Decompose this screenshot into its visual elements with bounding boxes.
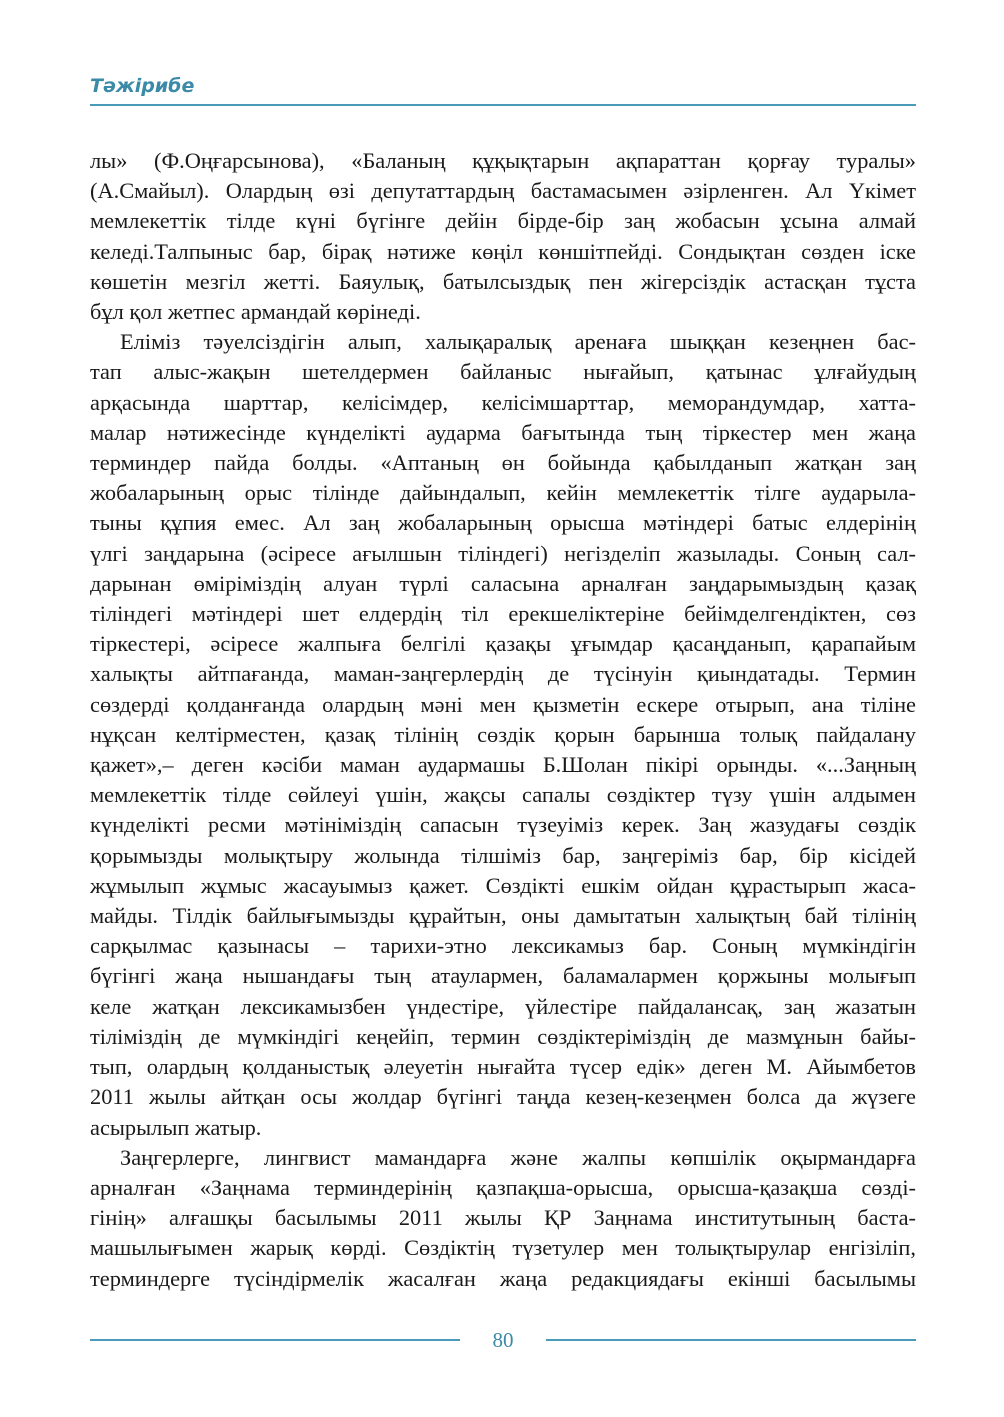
text-line: жобаларының орыс тілінде дайындалып, кейін мемлекеттік тілге аударыла- bbox=[90, 480, 916, 506]
text-line: Заңгерлерге, лингвист мамандарға және жалпы көпшілік оқырмандарға bbox=[120, 1144, 916, 1170]
text-line: күнделікті ресми мәтініміздің сапасын түзеуіміз керек. Заң жазудағы сөздік bbox=[90, 812, 916, 838]
page-footer bbox=[90, 1325, 916, 1355]
text-line: үлгі заңдарына (әсіресе ағылшын тіліндегі) негізделіп жазылады. Соның сал- bbox=[90, 540, 916, 566]
text-line: малар нәтижесінде күнделікті аударма бағытында тың тіркестер мен жаңа bbox=[90, 419, 916, 445]
text-line: жұмылып жұмыс жасауымыз қажет. Сөздікті ешкім ойдан құрастырып жаса- bbox=[90, 872, 916, 898]
text-line: халықты айтпағанда, маман-заңгерлердің де түсінуін қиындатады. Термин bbox=[90, 661, 916, 687]
header-rule bbox=[90, 104, 916, 106]
text-line: тіліміздің де мүмкіндігі кеңейіп, термин сөздіктеріміздің де мазмұнын байы- bbox=[90, 1023, 916, 1049]
text-line: сарқылмас қазынасы – тарихи-этно лексикамыз бар. Соның мүмкіндігін bbox=[90, 933, 916, 959]
text-line: бүгінгі жаңа нышандағы тың атаулармен, баламалармен қоржыны молығып bbox=[90, 963, 916, 989]
text-line: (А.Смайыл). Олардың өзі депутаттардың бастамасымен әзірленген. Ал Үкімет bbox=[90, 178, 916, 204]
text-line: мемлекеттік тілде күні бүгінге дейін бірде-бір заң жобасын ұсына алмай bbox=[90, 208, 916, 234]
running-title: Тәжірибе bbox=[90, 75, 195, 97]
text-line: майды. Тілдік байлығымызды құрайтын, оны дамытатын халықтың бай тілінің bbox=[90, 903, 916, 929]
text-line: нұқсан келтірместен, қазақ тілінің сөздік қорын барынша толық пайдалану bbox=[90, 721, 916, 747]
page-number: 80 bbox=[492, 1328, 514, 1352]
text-line: сөздерді қолданғанда олардың мәні мен қызметін ескере отырып, ана тіліне bbox=[90, 691, 916, 717]
text-line: келеді.Талпыныс бар, бірақ нәтиже көңіл көншітпейді. Сондықтан сөзден іске bbox=[90, 238, 916, 264]
paragraph-1 bbox=[90, 146, 916, 327]
body-text bbox=[90, 146, 916, 1294]
page-header bbox=[90, 72, 916, 106]
paragraph-2 bbox=[90, 327, 916, 1142]
paragraph-3 bbox=[90, 1143, 916, 1294]
text-line: арналған «Заңнама терминдерінің қазпақша-орысша, орысша-қазақша сөзді- bbox=[90, 1174, 916, 1200]
text-line: бұл қол жетпес армандай көрінеді. bbox=[90, 299, 421, 325]
text-line: тап алыс-жақын шетелдермен байланыс нығайып, қатынас ұлғайудың bbox=[90, 359, 916, 385]
text-line: лы» (Ф.Оңғарсынова), «Баланың құқықтарын ақпараттан қорғау туралы» bbox=[90, 148, 916, 173]
text-line: қорымызды молықтыру жолында тілшіміз бар, заңгеріміз бар, бір кісідей bbox=[90, 842, 916, 868]
text-line: 2011 жылы айтқан осы жолдар бүгінгі таңда кезең-кезеңмен болса да жүзеге bbox=[90, 1084, 916, 1110]
text-line: дарынан өміріміздің алуан түрлі саласына арналған заңдарымыздың қазақ bbox=[90, 570, 916, 596]
text-line: тыны құпия емес. Ал заң жобаларының орысша мәтіндері батыс елдерінің bbox=[90, 510, 916, 536]
text-line: тіліндегі мәтіндері шет елдердің тіл ерекшеліктеріне бейімделгендіктен, сөз bbox=[90, 601, 916, 627]
text-line: машылығымен жарық көрді. Сөздіктің түзетулер мен толықтырулар енгізіліп, bbox=[90, 1235, 916, 1261]
text-line: арқасында шарттар, келісімдер, келісімшарттар, меморандумдар, хатта- bbox=[90, 389, 916, 415]
text-line: мемлекеттік тілде сөйлеуі үшін, жақсы сапалы сөздіктер түзу үшін алдымен bbox=[90, 782, 916, 808]
text-line: терминдер пайда болды. «Аптаның өн бойында қабылданып жатқан заң bbox=[90, 450, 916, 476]
text-line: келе жатқан лексикамызбен үндестіре, үйлестіре пайдалансақ, заң жазатын bbox=[90, 993, 916, 1019]
text-line: көшетін мезгіл жетті. Баяулық, батылсыздық пен жігерсіздік астасқан тұста bbox=[90, 268, 916, 294]
text-line: асырылып жатыр. bbox=[90, 1114, 262, 1140]
footer-rule-right bbox=[546, 1339, 916, 1341]
text-line: тып, олардың қолданыстық әлеуетін нығайта түсер едік» деген М. Айымбетов bbox=[90, 1054, 916, 1080]
text-line: қажет»,– деген кәсіби маман аудармашы Б.Шолан пікірі орынды. «...Заңның bbox=[90, 752, 916, 778]
text-line: Еліміз тәуелсіздігін алып, халықаралық аренаға шыққан кезеңнен бас- bbox=[120, 329, 916, 355]
text-line: тіркестері, әсіресе жалпыға белгілі қазақы ұғымдар қасаңданып, қарапайым bbox=[90, 631, 916, 657]
text-line: терминдерге түсіндірмелік жасалған жаңа редакциядағы екінші басылымы bbox=[90, 1265, 916, 1291]
text-line: гінің» алғашқы басылымы 2011 жылы ҚР Заңнама институтының баста- bbox=[90, 1205, 916, 1231]
